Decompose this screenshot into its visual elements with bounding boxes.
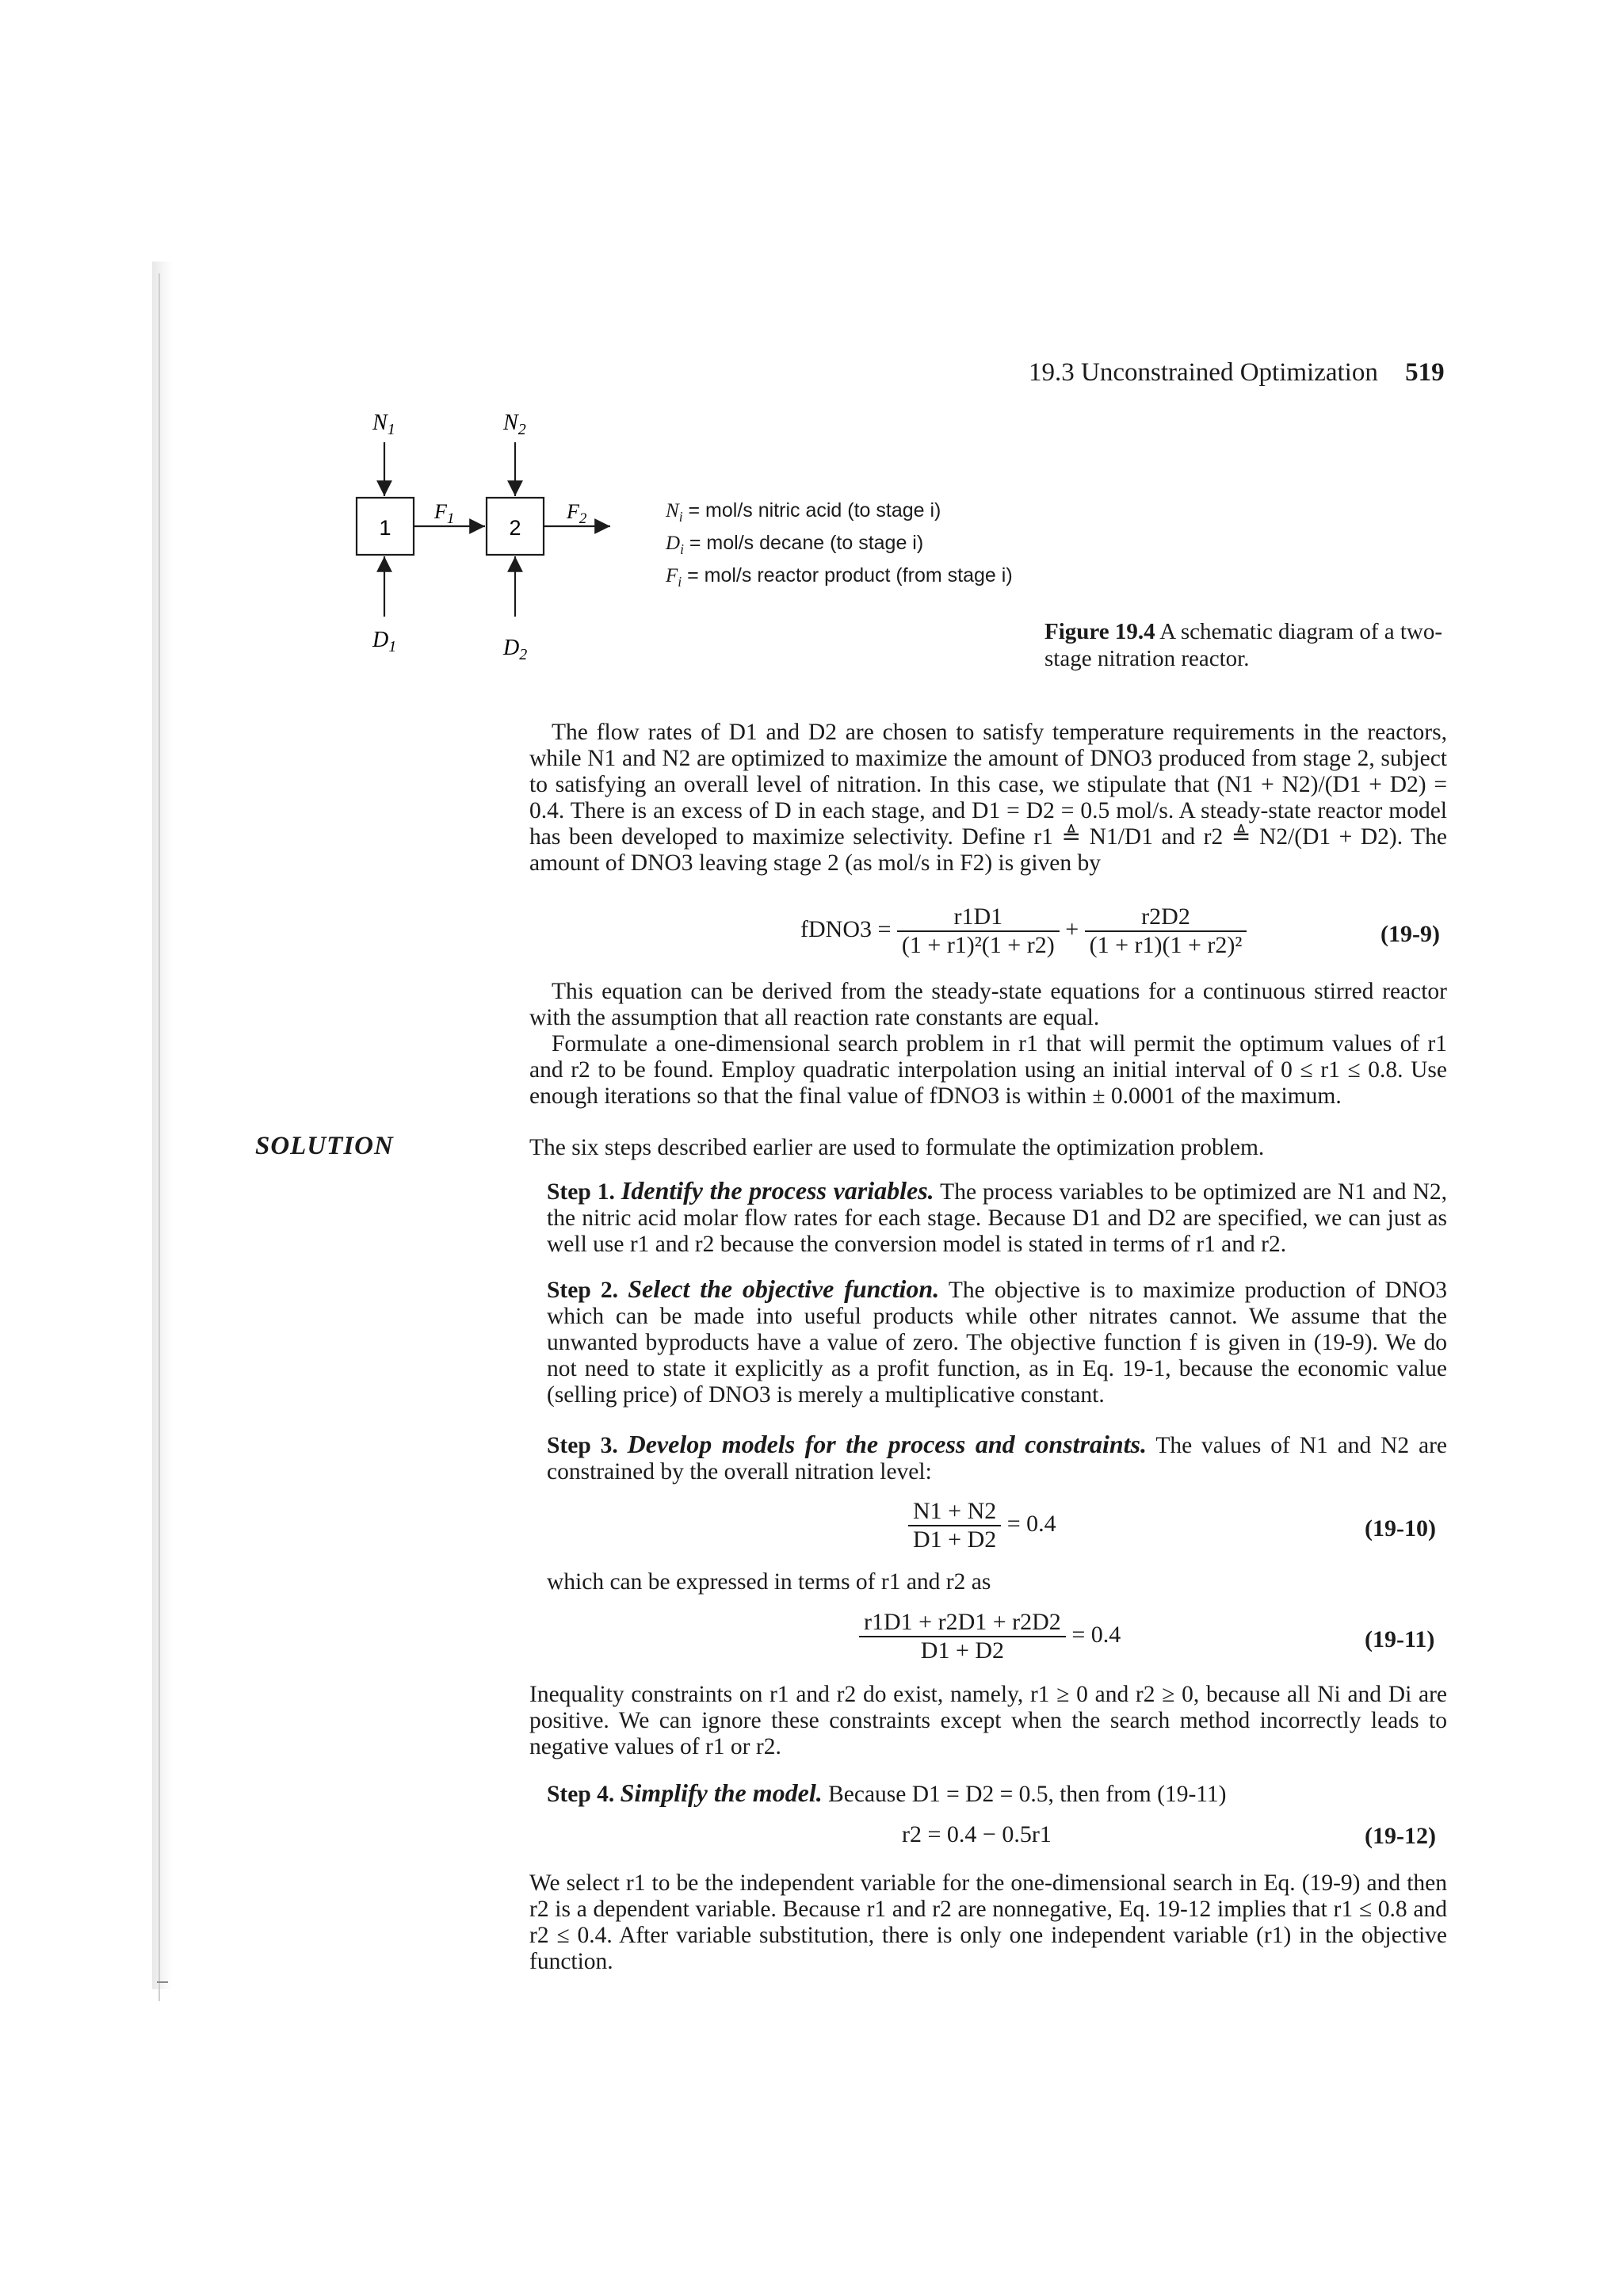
inequality-paragraph: Inequality constraints on r1 and r2 do exist, namely, r1 ≥ 0 and r2 ≥ 0, because all Ni and Di are positive. We can ignore these constraints except when the search method incorrectly leads to negative values of r1 or r2. bbox=[529, 1682, 1447, 1759]
equation-19-9: fDNO3 = $\frac{r1D1}{\text{(1 + r1)²(1 + r2)}}$ + $\frac{r2D2}{\text{(1 + r1)(1 + r2)²}}$ bbox=[800, 904, 1247, 959]
label-f1: $F_1$ bbox=[434, 500, 455, 527]
eq-19-9-term-1: $\frac{r1D1}{\text{(1 + r1)²(1 + r2)}}$ bbox=[897, 904, 1060, 959]
problem-paragraph-3: Formulate a one-dimensional search problem in r1 that will permit the optimum values of r1 and r2 to be found. Employ quadratic interpolation using an initial interval of 0 ≤ r1 ≤ 0.8. Use enough iterations so that the final value of fDNO3 is within ± 0.0001 of the maximum. bbox=[529, 1031, 1447, 1109]
equation-19-12: r2 = 0.4 − 0.5r1 bbox=[902, 1821, 1052, 1847]
step-3-continuation: which can be expressed in terms of r1 and r2 as bbox=[547, 1569, 991, 1595]
scan-edge-mark bbox=[157, 1981, 168, 1983]
reactor-schematic bbox=[341, 403, 626, 704]
label-f2: $F_2$ bbox=[567, 500, 587, 527]
label-n2: $N_2$ bbox=[503, 411, 526, 438]
scan-edge-shadow bbox=[152, 262, 173, 1989]
equation-19-11: $\frac{r1D1 + r2D1 + r2D2}{D1 + D2}$ = 0.4 bbox=[859, 1609, 1121, 1664]
section-title: 19.3 Unconstrained Optimization bbox=[1029, 358, 1378, 387]
diagram-legend bbox=[666, 498, 1013, 595]
equation-number-19-11: (19-11) bbox=[1365, 1626, 1435, 1652]
problem-paragraph-1: The flow rates of D1 and D2 are chosen to satisfy temperature requirements in the reactors, while N1 and N2 are optimized to maximize the amount of DNO3 produced from stage 2, subject to satisfying an overall level of nitration. In this case, we stipulate that (N1 + N2)/(D1 + D2) = 0.4. There is an excess of D in each stage, and D1 = D2 = 0.5 mol/s. A steady-state reactor model has been developed to maximize selectivity. Define r1 ≜ N1/D1 and r2 ≜ N2/(D1 + D2). The amount of DNO3 leaving stage 2 (as mol/s in F2) is given by bbox=[529, 720, 1447, 876]
solution-label: SOLUTION bbox=[255, 1132, 394, 1160]
equation-number-19-10: (19-10) bbox=[1365, 1515, 1436, 1541]
step-4-paragraph: Step 4. Simplify the model. Because D1 = D2 = 0.5, then from (19-11) bbox=[547, 1778, 1227, 1807]
solution-intro: The six steps described earlier are used to formulate the optimization problem. bbox=[529, 1135, 1265, 1160]
problem-paragraph-2: This equation can be derived from the steady-state equations for a continuous stirred reactor with the assumption that all reaction rate constants are equal. Formulate a one-dimensional search problem in r1 that will permit the optimum values of r1 and r2 to be found. Employ quadratic interpolation using an initial interval of 0 ≤ r1 ≤ 0.8. Use enough iterations so that the final value of fDNO3 is within ± 0.0001 of the maximum. bbox=[529, 979, 1447, 1109]
nitration-reactor-diagram bbox=[341, 403, 626, 708]
eq-19-9-term-2: $\frac{r2D2}{\text{(1 + r1)(1 + r2)²}}$ bbox=[1085, 904, 1247, 959]
stage-2-label: 2 bbox=[509, 516, 521, 540]
stage-1-label: 1 bbox=[379, 516, 391, 540]
legend-item: $F_i = mol/s$ reactor product (from stage i) bbox=[666, 564, 1013, 590]
caption-text: A schematic diagram of a two-stage nitration reactor. bbox=[1044, 619, 1443, 671]
label-d1: $D_1$ bbox=[372, 628, 397, 655]
page-number: 519 bbox=[1405, 358, 1445, 387]
label-n1: $N_1$ bbox=[372, 411, 395, 438]
figure-caption bbox=[1044, 618, 1457, 672]
running-header bbox=[1029, 358, 1445, 388]
step-1-paragraph: Step 1. Identify the process variables. The process variables to be optimized are N1 and N2, the nitric acid molar flow rates for each stage. Because D1 and D2 are specified, we can just as well use r1 and r2 because the conversion model is stated in terms of r1 and r2. bbox=[547, 1176, 1448, 1257]
equation-19-10: $\frac{N1 + N2}{D1 + D2}$ = 0.4 bbox=[908, 1498, 1056, 1553]
label-d2: $D_2$ bbox=[503, 636, 528, 663]
equation-number-19-12: (19-12) bbox=[1365, 1823, 1436, 1849]
step-3-paragraph: Step 3. Develop models for the process and constraints. The values of N1 and N2 are constrained by the overall nitration level: bbox=[547, 1430, 1448, 1484]
figure-label: Figure 19.4 bbox=[1044, 619, 1155, 644]
equation-number-19-9: (19-9) bbox=[1381, 921, 1440, 947]
scan-edge-line bbox=[158, 273, 160, 2001]
legend-item: $N_i = mol/s$ nitric acid (to stage i) bbox=[666, 499, 941, 525]
step-2-paragraph: Step 2. Select the objective function. The objective is to maximize production of DNO3 which can be made into useful products while other nitrates cannot. We assume that the unwanted byproducts have a value of zero. The objective function f is given in (19-9). We do not need to state it explicitly as a profit function, as in Eq. 19-1, because the economic value (selling price) of DNO3 is merely a multiplicative constant. bbox=[547, 1274, 1447, 1408]
final-paragraph: We select r1 to be the independent variable for the one-dimensional search in Eq. (19-9) and then r2 is a dependent variable. Because r1 and r2 are nonnegative, Eq. 19-12 implies that r1 ≤ 0.8 and r2 ≤ 0.4. After variable substitution, there is only one independent variable (r1) in the objective function. bbox=[529, 1870, 1447, 1974]
legend-item: $D_i = mol/s$ decane (to stage i) bbox=[666, 532, 924, 557]
